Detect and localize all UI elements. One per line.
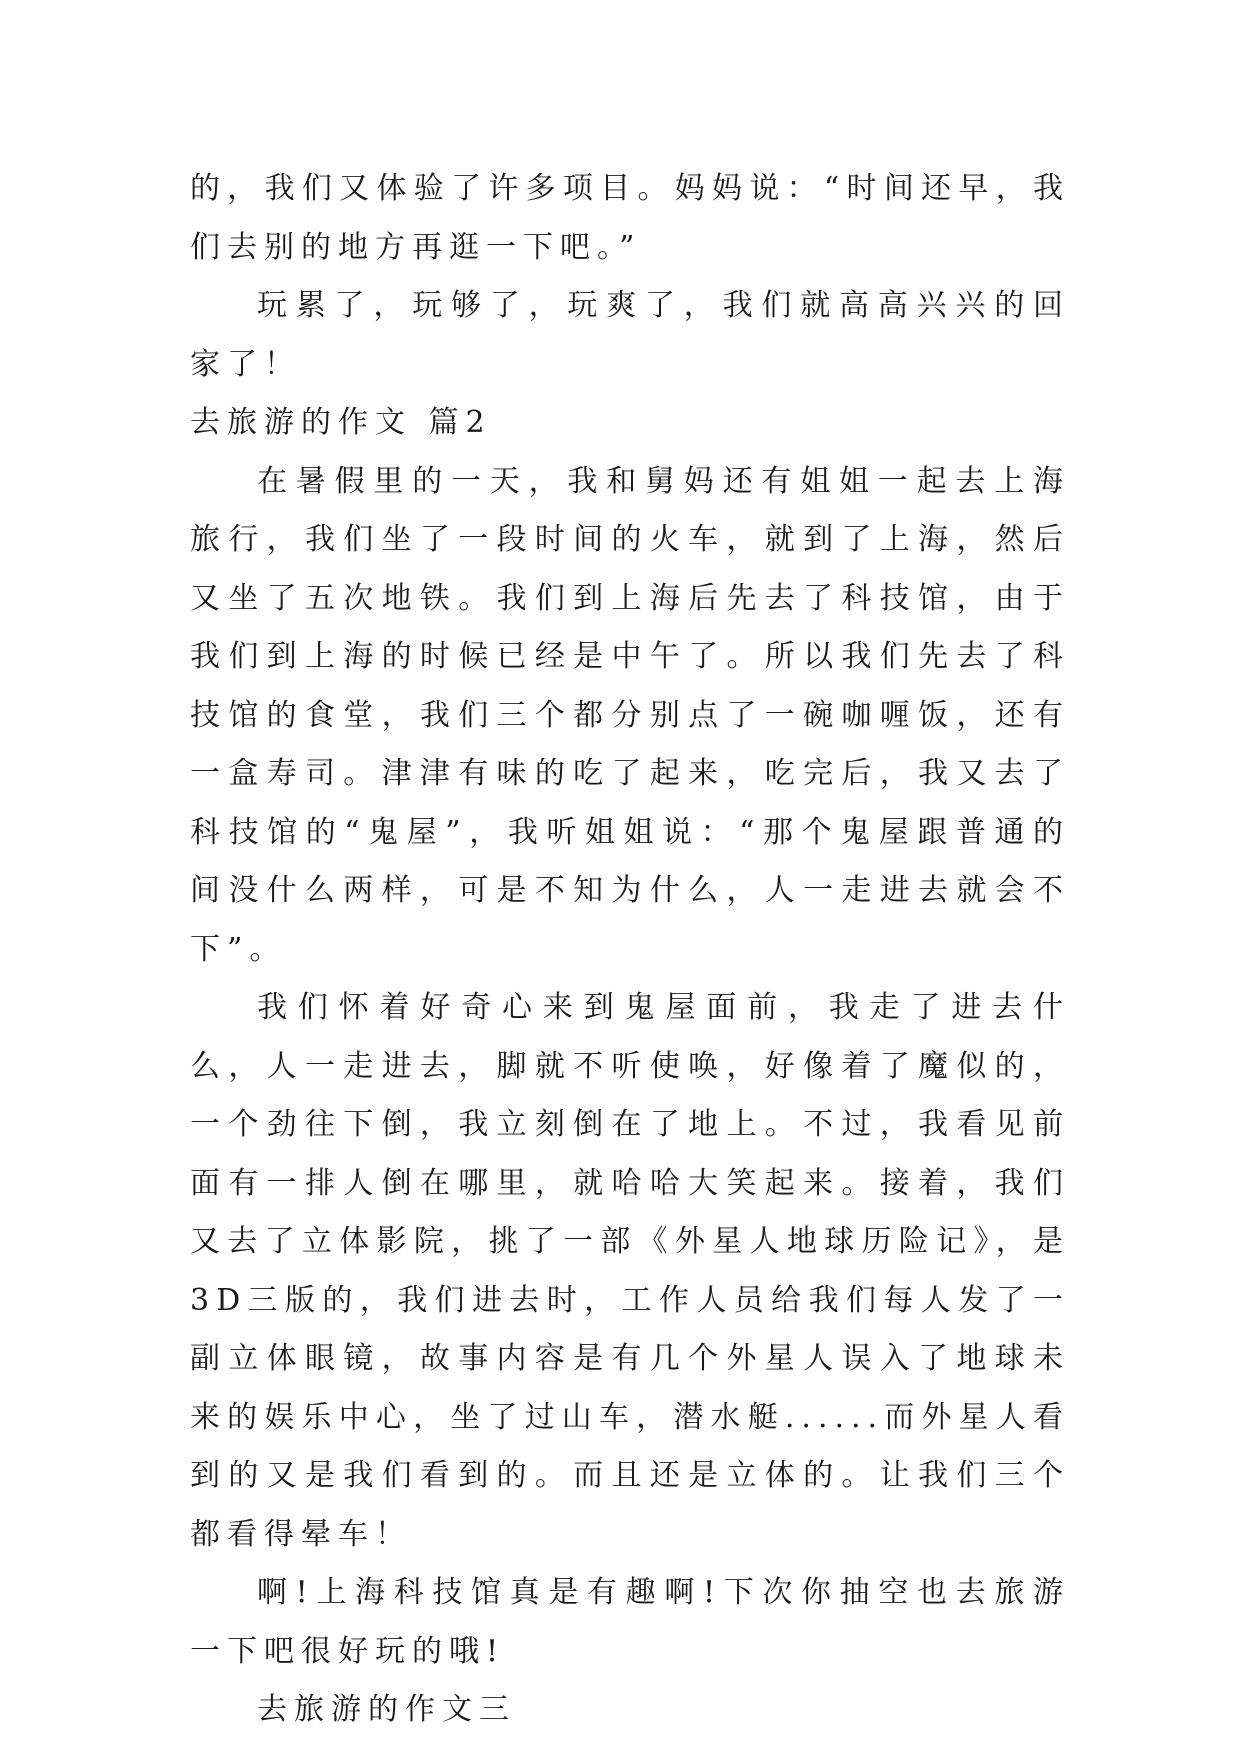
- section-heading-indented: 去旅游的作文三: [257, 1692, 516, 1727]
- document-body: [190, 160, 1070, 1740]
- paragraph: 啊!上海科技馆真是有趣啊!下次你抽空也去旅游一下吧很好玩的哦!: [190, 1575, 1070, 1669]
- paragraph: 我们怀着好奇心来到鬼屋面前，我走了进去什么，人一走进去，脚就不听使唤，好像着了魔似的，一个劲往下倒，我立刻倒在了地上。不过，我看见前面有一排人倒在哪里，就哈哈大笑起来。接着，我们又去了立体影院，挑了一部《外星人地球历险记》，是3D三版的，我们进去时，工作人员给我们每人发了一副立体眼镜，故事内容是有几个外星人误入了地球未来的娱乐中心，坐了过山车，潜水艇......而外星人看到的又是我们看到的。而且还是立体的。让我们三个都看得晕车！: [190, 990, 1070, 1552]
- paragraph: 在暑假里的一天，我和舅妈还有姐姐一起去上海旅行，我们坐了一段时间的火车，就到了上海，然后又坐了五次地铁。我们到上海后先去了科技馆，由于我们到上海的时候已经是中午了。所以我们先去了科技馆的食堂，我们三个都分别点了一碗咖喱饭，还有一盒寿司。津津有味的吃了起来，吃完后，我又去了科技馆的“鬼屋”，我听姐姐说：“那个鬼屋跟普通的间没什么两样，可是不知为什么，人一走进去就会不下”。: [190, 463, 1070, 967]
- paragraph-ending: 玩累了，玩够了，玩爽了，我们就高高兴兴的回家了！: [190, 288, 1070, 382]
- paragraph-continuation: 的，我们又体验了许多项目。妈妈说：“时间还早，我们去别的地方再逛一下吧。”: [190, 171, 1070, 265]
- section-heading: 去旅游的作文 篇2: [190, 405, 492, 440]
